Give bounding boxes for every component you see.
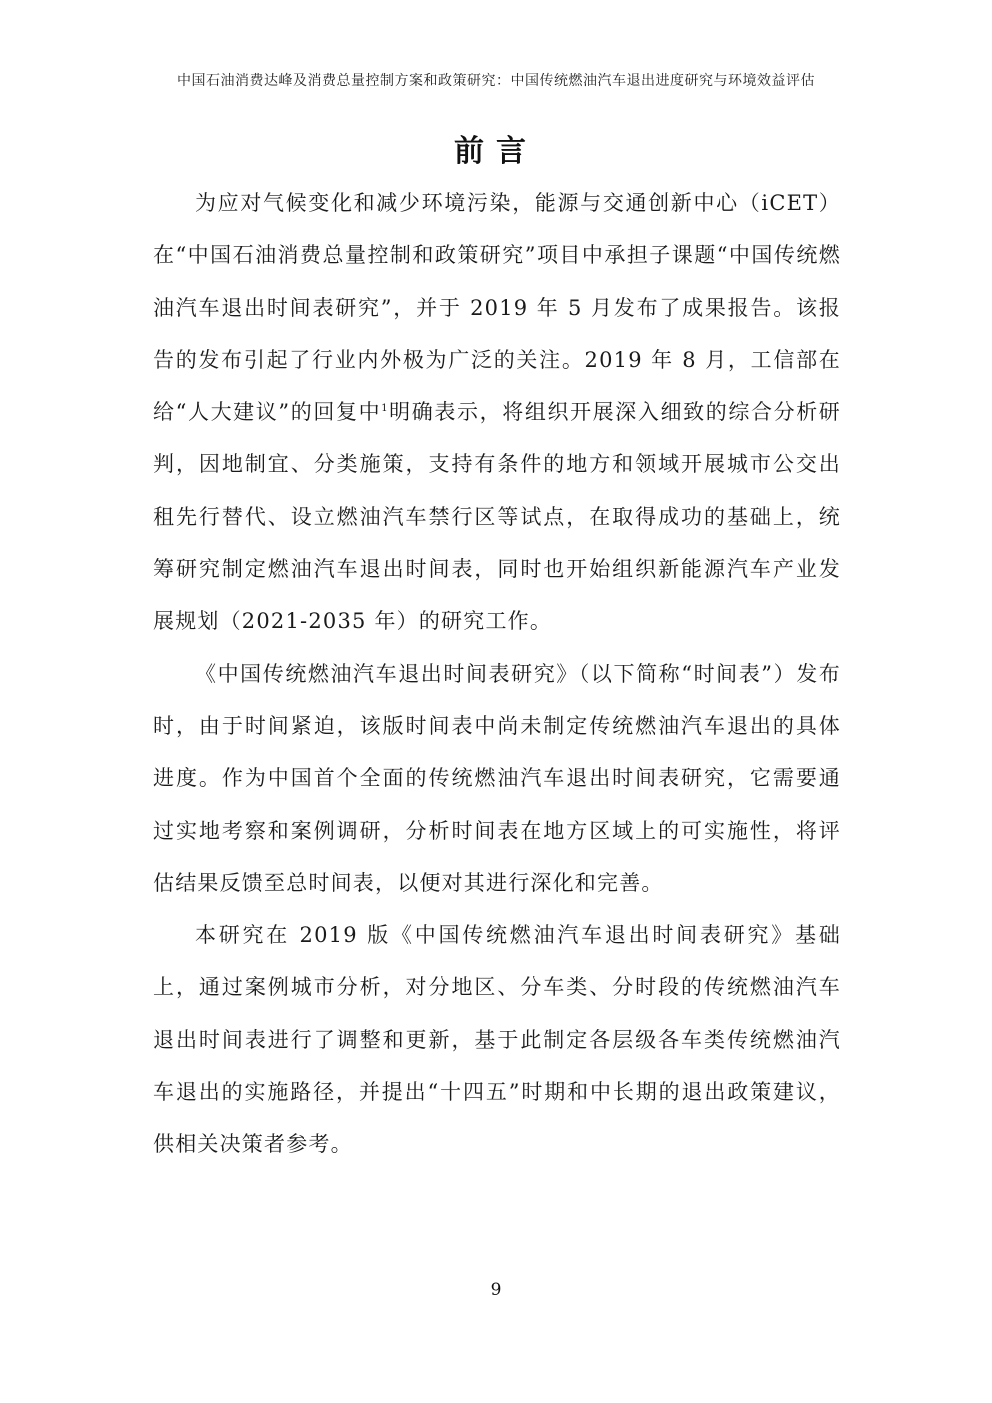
paragraph-1	[153, 177, 841, 648]
running-header: 中国石油消费达峰及消费总量控制方案和政策研究：中国传统燃油汽车退出进度研究与环境效益评估	[177, 73, 815, 89]
page-number: 9	[490, 1280, 502, 1300]
footnote-ref-1[interactable]: 1	[381, 403, 389, 415]
paragraph-1-part-b: 明确表示，将组织开展深入细致的综合分析研判，因地制宜、分类施策，支持有条件的地方和领域开展城市公交出租先行替代、设立燃油汽车禁行区等试点，在取得成功的基础上，统筹研究制定燃油汽车退出时间表，同时也开始组织新能源汽车产业发展规划（2021-2035 年）的研究工作。	[153, 400, 841, 634]
paragraph-3: 本研究在 2019 版《中国传统燃油汽车退出时间表研究》基础上，通过案例城市分析，对分地区、分车类、分时段的传统燃油汽车退出时间表进行了调整和更新，基于此制定各层级各车类传统燃油汽车退出的实施路径，并提出“十四五”时期和中长期的退出政策建议，供相关决策者参考。	[153, 923, 841, 1157]
paragraph-1-part-a: 为应对气候变化和减少环境污染，能源与交通创新中心（iCET）在“中国石油消费总量控制和政策研究”项目中承担子课题“中国传统燃油汽车退出时间表研究”，并于 2019 年 5 月发布了成果报告。该报告的发布引起了行业内外极为广泛的关注。2019 年 8 月，工信部在给“人大建议”的回复中	[153, 191, 841, 425]
paragraph-2: 《中国传统燃油汽车退出时间表研究》（以下简称“时间表”）发布时，由于时间紧迫，该版时间表中尚未制定传统燃油汽车退出的具体进度。作为中国首个全面的传统燃油汽车退出时间表研究，它需要通过实地考察和案例调研，分析时间表在地方区域上的可实施性，将评估结果反馈至总时间表，以便对其进行深化和完善。	[153, 661, 841, 895]
body-text	[153, 177, 841, 1171]
page-title: 前言	[454, 134, 538, 169]
